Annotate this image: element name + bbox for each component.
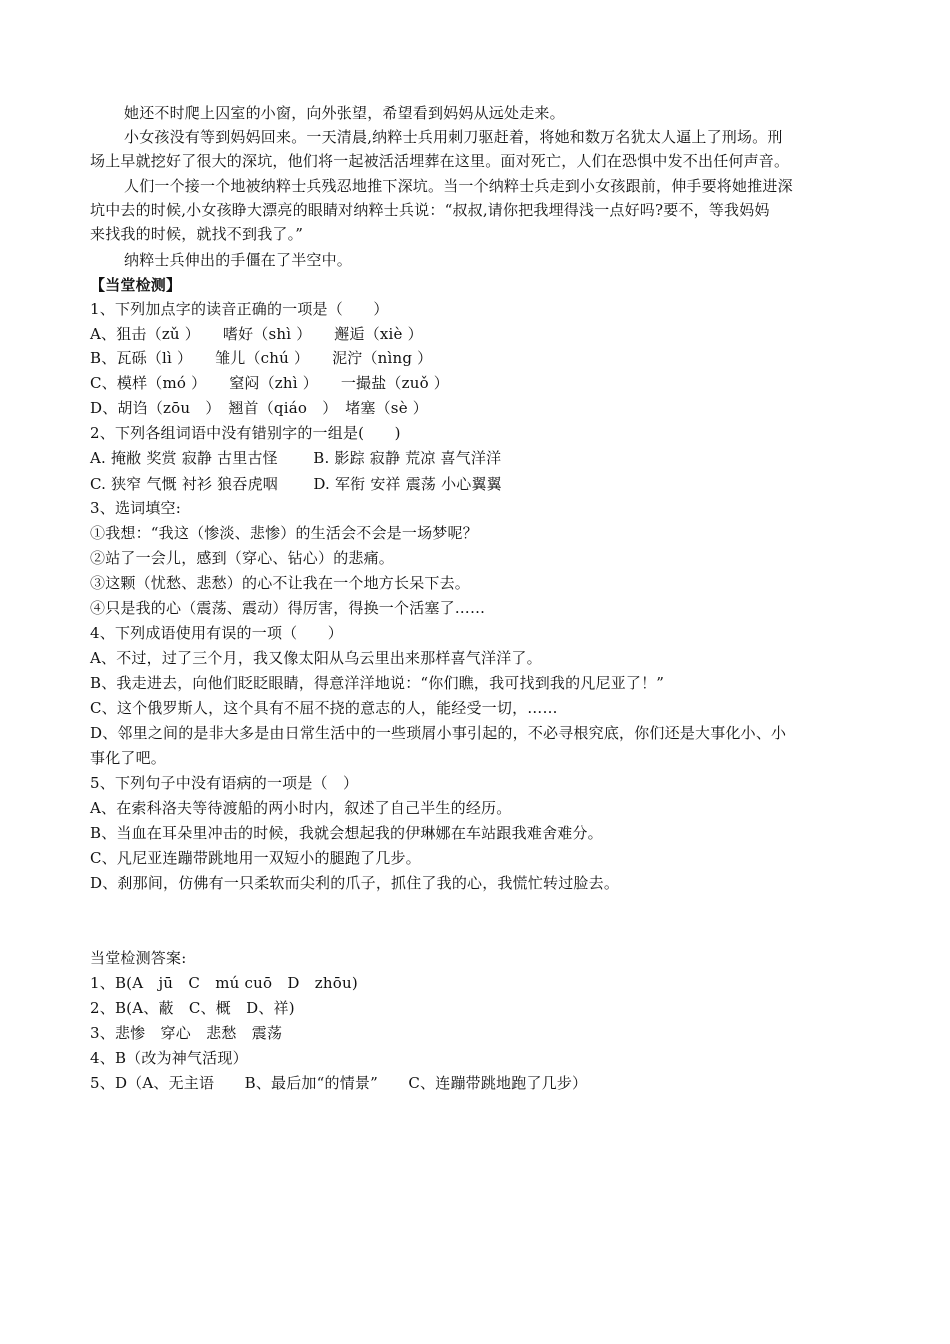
question-4-option-c: C、这个俄罗斯人，这个具有不屈不挠的意志的人，能经受一切，…… bbox=[90, 699, 558, 717]
answer-5: 5、D（A、无主语 B、最后加“的情景” C、连蹦带跳地跑了几步） bbox=[90, 1074, 588, 1092]
story-paragraph-2-line-2: 场上早就挖好了很大的深坑，他们将一起被活活埋葬在这里。面对死亡，人们在恐惧中发不出任何声音。 bbox=[90, 152, 790, 170]
question-4-option-b: B、我走进去，向他们眨眨眼睛，得意洋洋地说：“你们瞧，我可找到我的凡尼亚了！” bbox=[90, 674, 665, 692]
section-title: 【当堂检测】 bbox=[90, 276, 182, 294]
question-5-option-c: C、凡尼亚连蹦带跳地用一双短小的腿跑了几步。 bbox=[90, 849, 421, 867]
story-paragraph-4: 纳粹士兵伸出的手僵在了半空中。 bbox=[124, 251, 353, 269]
question-3-sentence-4: ④只是我的心（震荡、震动）得厉害，得换一个活塞了…… bbox=[90, 599, 486, 617]
question-4-option-d-line-1: D、邻里之间的是非大多是由日常生活中的一些琐屑小事引起的，不必寻根究底，你们还是大事化小、小 bbox=[90, 724, 787, 742]
story-paragraph-1: 她还不时爬上囚室的小窗，向外张望，希望看到妈妈从远处走来。 bbox=[124, 104, 565, 122]
story-paragraph-2-line-1: 小女孩没有等到妈妈回来。一天清晨,纳粹士兵用刺刀驱赶着，将她和数万名犹太人逼上了刑场。刑 bbox=[124, 128, 783, 146]
question-1-option-d: D、胡诌（zōu ） 翘首（qiáo ） 堵塞（sè ） bbox=[90, 399, 428, 417]
answers-title: 当堂检测答案: bbox=[90, 949, 187, 967]
question-5-option-d: D、刹那间，仿佛有一只柔软而尖利的爪子，抓住了我的心，我慌忙转过脸去。 bbox=[90, 874, 620, 892]
question-1-option-a: A、狙击（zǔ ） 嗜好（shì ） 邂逅（xiè ） bbox=[90, 325, 423, 343]
answer-4: 4、B（改为神气活现） bbox=[90, 1049, 248, 1067]
question-1-stem: 1、下列加点字的读音正确的一项是（ ） bbox=[90, 300, 389, 318]
question-3-sentence-3: ③这颗（忧愁、悲愁）的心不让我在一个地方长呆下去。 bbox=[90, 574, 471, 592]
answer-1: 1、B(A jū C mú cuō D zhōu) bbox=[90, 974, 358, 992]
question-5-option-b: B、当血在耳朵里冲击的时候，我就会想起我的伊琳娜在车站跟我难舍难分。 bbox=[90, 824, 603, 842]
question-3-sentence-1: ①我想：“我这（惨淡、悲惨）的生活会不会是一场梦呢？ bbox=[90, 524, 478, 542]
answer-2: 2、B(A、蔽 C、概 D、祥) bbox=[90, 999, 295, 1017]
answer-3: 3、悲惨 穿心 悲愁 震荡 bbox=[90, 1024, 283, 1042]
question-4-option-a: A、不过，过了三个月，我又像太阳从乌云里出来那样喜气洋洋了。 bbox=[90, 649, 542, 667]
story-paragraph-3-line-1: 人们一个接一个地被纳粹士兵残忍地推下深坑。当一个纳粹士兵走到小女孩跟前，伸手要将她推进深 bbox=[124, 177, 793, 195]
question-1-option-b: B、瓦砾（lì ） 雏儿（chú ） 泥泞（nìng ） bbox=[90, 349, 433, 367]
story-paragraph-3-line-3: 来找我的时候，就找不到我了。” bbox=[90, 225, 304, 243]
question-1-option-c: C、模样（mó ） 窒闷（zhì ） 一撮盐（zuǒ ） bbox=[90, 374, 449, 392]
question-2-options-cd: C. 狭窄 气慨 衬衫 狼吞虎咽 D. 军衔 安祥 震荡 小心翼翼 bbox=[90, 475, 502, 493]
question-5-option-a: A、在索科洛夫等待渡船的两小时内，叙述了自己半生的经历。 bbox=[90, 799, 512, 817]
question-3-stem: 3、选词填空: bbox=[90, 499, 181, 517]
story-paragraph-3-line-2: 坑中去的时候,小女孩睁大漂亮的眼睛对纳粹士兵说：“叔叔,请你把我埋得浅一点好吗?要不，等我妈妈 bbox=[90, 201, 770, 219]
question-5-stem: 5、下列句子中没有语病的一项是（ ） bbox=[90, 774, 359, 792]
question-4-option-d-line-2: 事化了吧。 bbox=[90, 749, 167, 767]
question-4-stem: 4、下列成语使用有误的一项（ ） bbox=[90, 624, 343, 642]
question-2-options-ab: A. 掩敝 奖赏 寂静 古里古怪 B. 影踪 寂静 荒凉 喜气洋洋 bbox=[90, 449, 502, 467]
question-2-stem: 2、下列各组词语中没有错别字的一组是( ) bbox=[90, 424, 401, 442]
question-3-sentence-2: ②站了一会儿，感到（穿心、钻心）的悲痛。 bbox=[90, 549, 395, 567]
